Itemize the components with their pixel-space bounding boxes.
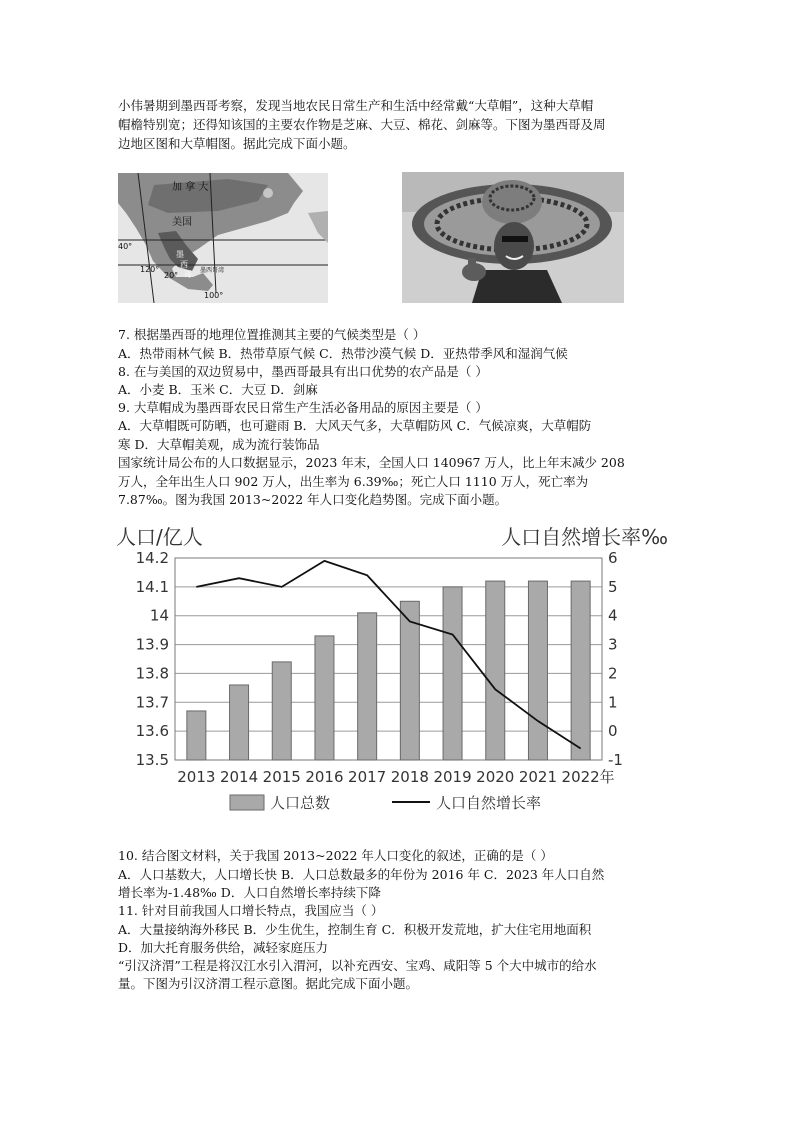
label-20: 20° — [164, 271, 179, 280]
x-tick-label: 2014 — [219, 768, 259, 786]
label-canada: 加 拿 大 — [172, 182, 209, 193]
q8-stem: 8. 在与美国的双边贸易中，墨西哥最具有出口优势的农产品是（ ） — [118, 364, 488, 379]
population-bar — [358, 613, 377, 760]
label-40: 40° — [118, 242, 133, 251]
population-bar — [400, 601, 419, 760]
population-bar — [230, 685, 249, 760]
intro2-line1: 国家统计局公布的人口数据显示，2023 年末，全国人口 140967 万人，比上年末减少 208 — [118, 455, 625, 470]
x-tick-label: 2022 — [561, 768, 600, 786]
x-unit-label: 年 — [599, 768, 615, 786]
right-tick-label: 1 — [608, 693, 618, 712]
right-tick-label: 3 — [608, 635, 618, 654]
x-tick-label: 2018 — [390, 768, 429, 786]
intro1-line1: 小伟暑期到墨西哥考察，发现当地农民日常生产和生活中经常戴“大草帽”，这种大草帽 — [118, 98, 594, 113]
population-bar — [486, 581, 505, 760]
sombrero-photo — [402, 172, 624, 303]
growth-rate-line — [196, 561, 580, 749]
legend-bar-swatch — [230, 795, 264, 810]
q10-options-line2: 增长率为-1.48‰ D．人口自然增长率持续下降 — [118, 885, 381, 900]
right-tick-label: 5 — [608, 577, 618, 596]
right-tick-label: 2 — [608, 664, 618, 683]
q10-options-line1: A．人口基数大，人口增长快 B．人口总数最多的年份为 2016 年 C．2023 年人口自然 — [118, 867, 605, 882]
left-tick-label: 14.1 — [135, 577, 169, 596]
label-120: 120° — [140, 265, 160, 274]
left-tick-label: 13.9 — [135, 635, 169, 654]
population-bar — [272, 662, 291, 760]
population-bar — [571, 581, 590, 760]
intro2-line2: 万人，全年出生人口 902 万人，出生率为 6.39‰；死亡人口 1110 万人，死亡率为 — [118, 474, 589, 489]
right-tick-label: 6 — [608, 549, 618, 567]
left-tick-label: 13.5 — [135, 751, 169, 769]
x-tick-label: 2021 — [518, 768, 558, 786]
population-bar — [315, 636, 334, 760]
intro3-line1: “引汉济渭”工程是将汉江水引入渭河，以补充西安、宝鸡、咸阳等 5 个大中城市的给水 — [118, 958, 597, 973]
right-tick-label: -1 — [608, 751, 623, 769]
x-tick-label: 2020 — [476, 768, 515, 786]
left-tick-label: 13.7 — [135, 693, 169, 712]
left-tick-label: 13.8 — [135, 664, 169, 683]
x-tick-label: 2013 — [177, 768, 216, 786]
label-usa: 美国 — [172, 217, 192, 228]
legend-bar-label: 人口总数 — [270, 794, 331, 812]
mexico-region-map — [118, 173, 328, 303]
q10-stem: 10. 结合图文材料，关于我国 2013~2022 年人口变化的叙述，正确的是（ ） — [118, 848, 553, 863]
left-tick-label: 13.6 — [135, 722, 169, 741]
sombrero-photo-graphic — [402, 172, 624, 303]
q11-stem: 11. 针对目前我国人口增长特点，我国应当（ ） — [118, 903, 384, 918]
left-tick-label: 14 — [149, 606, 169, 625]
x-tick-label: 2019 — [433, 768, 472, 786]
x-tick-label: 2016 — [305, 768, 344, 786]
right-axis-title: 人口自然增长率‰ — [501, 525, 668, 549]
q11-options-line1: A．大量接纳海外移民 B．少生优生，控制生育 C．积极开发荒地，扩大住宅用地面积 — [118, 922, 592, 937]
intro1-line2: 帽檐特别宽；还得知该国的主要农作物是芝麻、大豆、棉花、剑麻等。下图为墨西哥及周 — [118, 117, 606, 132]
q9-options-line2: 寒 D．大草帽美观，成为流行装饰品 — [118, 437, 320, 452]
right-tick-label: 0 — [608, 722, 618, 741]
right-tick-label: 4 — [608, 606, 618, 625]
q7-stem: 7. 根据墨西哥的地理位置推测其主要的气候类型是（ ） — [118, 327, 426, 342]
left-axis-title: 人口/亿人 — [116, 525, 203, 549]
label-mexico-2: 西 — [180, 260, 188, 269]
population-bar — [528, 581, 547, 760]
x-tick-label: 2017 — [348, 768, 387, 786]
intro2-line3: 7.87‰。图为我国 2013~2022 年人口变化趋势图。完成下面小题。 — [118, 492, 508, 507]
intro3-line2: 量。下图为引汉济渭工程示意图。据此完成下面小题。 — [118, 976, 419, 991]
label-gulf: 墨西哥湾 — [200, 267, 225, 274]
left-tick-label: 14.2 — [135, 549, 169, 567]
label-100: 100° — [204, 291, 224, 300]
population-chart — [112, 520, 672, 829]
population-chart-svg — [112, 520, 672, 825]
q8-options: A．小麦 B．玉米 C．大豆 D．剑麻 — [118, 382, 318, 397]
legend-line-label: 人口自然增长率 — [436, 794, 542, 812]
label-mexico-3: 哥 — [184, 270, 192, 279]
x-tick-label: 2015 — [262, 768, 301, 786]
population-bar — [187, 711, 206, 760]
q11-options-line2: D．加大托育服务供给，减轻家庭压力 — [118, 940, 329, 955]
label-mexico-1: 墨 — [176, 250, 184, 259]
q9-options-line1: A．大草帽既可防晒，也可避雨 B．大风天气多，大草帽防风 C．气候凉爽，大草帽防 — [118, 418, 592, 433]
population-bar — [443, 587, 462, 760]
q9-stem: 9. 大草帽成为墨西哥农民日常生产生活必备用品的原因主要是（ ） — [118, 400, 488, 415]
map-graphic — [118, 173, 328, 303]
intro1-line3: 边地区图和大草帽图。据此完成下面小题。 — [118, 136, 356, 151]
q7-options: A．热带雨林气候 B．热带草原气候 C．热带沙漠气候 D．亚热带季风和湿润气候 — [118, 346, 568, 361]
